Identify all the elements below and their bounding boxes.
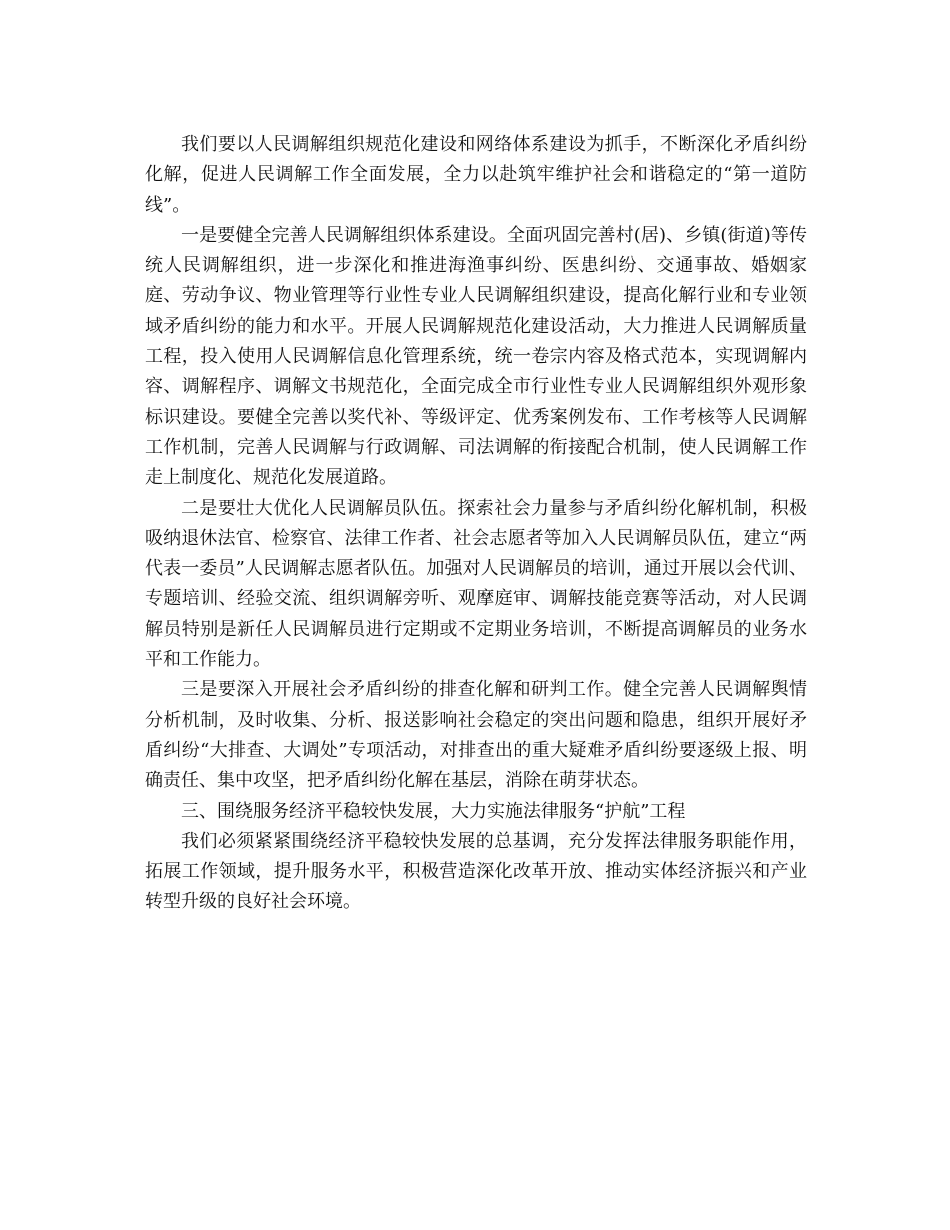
paragraph-point-two: 二是要壮大优化人民调解员队伍。探索社会力量参与矛盾纠纷化解机制，积极吸纳退休法官、检察官、法律工作者、社会志愿者等加入人民调解员队伍，建立“两代表一委员”人民调解志愿者队伍。加强对人民调解员的培训，通过开展以会代训、专题培训、经验交流、组织调解旁听、观摩庭审、调解技能竞赛等活动，对人民调解员特别是新任人民调解员进行定期或不定期业务培训，不断提高调解员的业务水平和工作能力。	[145, 497, 807, 671]
paragraph-point-one: 一是要健全完善人民调解组织体系建设。全面巩固完善村(居)、乡镇(街道)等传统人民调解组织，进一步深化和推进海渔事纠纷、医患纠纷、交通事故、婚姻家庭、劳动争议、物业管理等行业性专业人民调解组织建设，提高化解行业和专业领域矛盾纠纷的能力和水平。开展人民调解规范化建设活动，大力推进人民调解质量工程，投入使用人民调解信息化管理系统，统一卷宗内容及格式范本，实现调解内容、调解程序、调解文书规范化，全面完成全市行业性专业人民调解组织外观形象标识建设。要健全完善以奖代补、等级评定、优秀案例发布、工作考核等人民调解工作机制，完善人民调解与行政调解、司法调解的衔接配合机制，使人民调解工作走上制度化、规范化发展道路。	[145, 224, 807, 489]
paragraph-section-intro: 我们必须紧紧围绕经济平稳较快发展的总基调，充分发挥法律服务职能作用，拓展工作领域，提升服务水平，积极营造深化改革开放、推动实体经济振兴和产业转型升级的良好社会环境。	[145, 830, 807, 913]
paragraph-point-three: 三是要深入开展社会矛盾纠纷的排查化解和研判工作。健全完善人民调解舆情分析机制，及时收集、分析、报送影响社会稳定的突出问题和隐患，组织开展好矛盾纠纷“大排查、大调处”专项活动，对排查出的重大疑难矛盾纠纷要逐级上报、明确责任、集中攻坚，把矛盾纠纷化解在基层，消除在萌芽状态。	[145, 679, 807, 792]
document-body	[145, 130, 807, 918]
paragraph-intro: 我们要以人民调解组织规范化建设和网络体系建设为抓手，不断深化矛盾纠纷化解，促进人民调解工作全面发展，全力以赴筑牢维护社会和谐稳定的“第一道防线”。	[145, 134, 807, 216]
section-heading: 三、围绕服务经济平稳较快发展，大力实施法律服务“护航”工程	[181, 800, 686, 822]
